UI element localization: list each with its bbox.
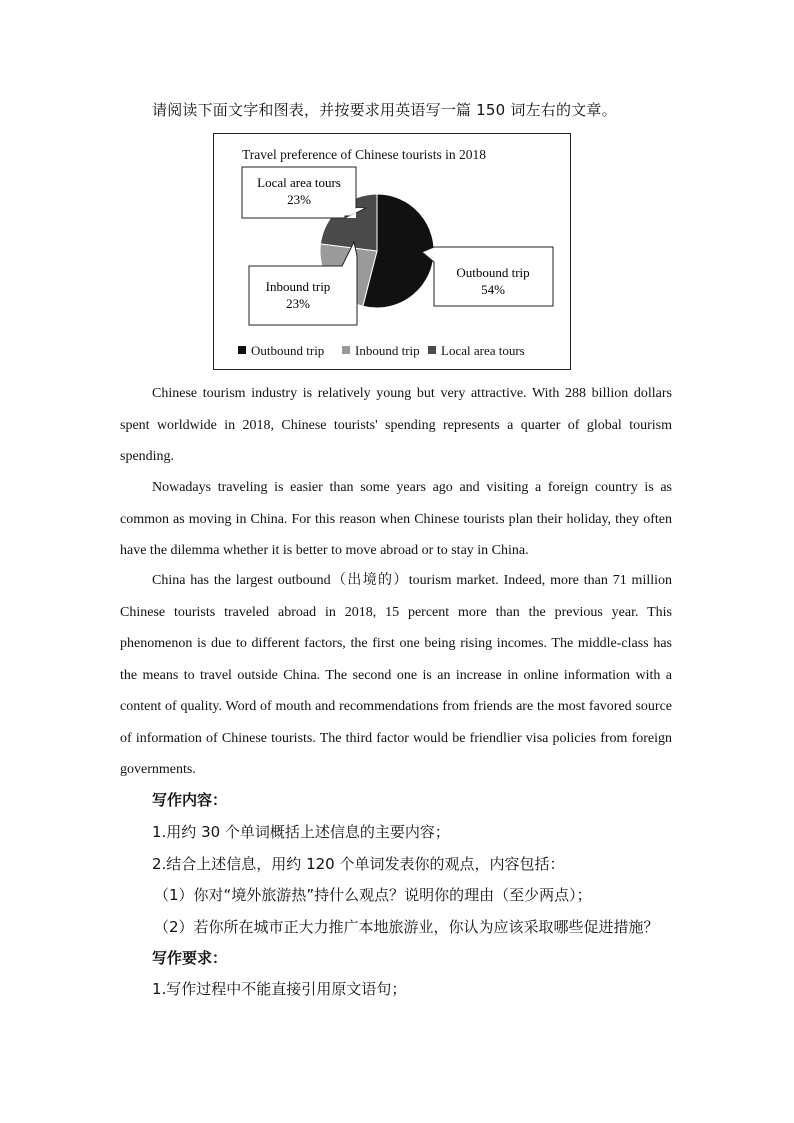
inbound-trip-label: Inbound trip	[265, 279, 331, 294]
local-area-tours-label: Local area tours	[257, 175, 341, 190]
writing-content-sub-1: （1）你对“境外旅游热”持什么观点？说明你的理由（至少两点）；	[154, 886, 592, 904]
writing-content-item-2: 2.结合上述信息，用约 120 个单词发表你的观点，内容包括：	[152, 855, 565, 873]
writing-content-sub-2: （2）若你所在城市正大力推广本地旅游业，你认为应该采取哪些促进措施？	[154, 918, 659, 936]
writing-requirements-item-1: 1.写作过程中不能直接引用原文语句；	[152, 980, 407, 998]
inbound-trip-value: 23%	[286, 296, 310, 311]
writing-content-heading: 写作内容：	[152, 791, 228, 809]
legend-label-outbound-trip: Outbound trip	[251, 343, 325, 358]
pie-chart-figure	[213, 133, 571, 370]
legend-swatch-outbound-trip	[238, 346, 246, 354]
legend-label-local-area-tours: Local area tours	[441, 343, 525, 358]
legend-swatch-inbound-trip	[342, 346, 350, 354]
paragraph-3	[120, 565, 672, 786]
instruction-text: 请阅读下面文字和图表，并按要求用英语写一篇 150 词左右的文章。	[152, 101, 617, 119]
paragraph-2	[120, 472, 672, 567]
paragraph-1	[120, 378, 672, 473]
outbound-trip-label: Outbound trip	[456, 265, 530, 280]
chart-legend	[238, 343, 525, 358]
local-area-tours-value: 23%	[287, 192, 311, 207]
legend-label-inbound-trip: Inbound trip	[355, 343, 420, 358]
paragraph-2-text: Nowadays traveling is easier than some years ago and visiting a foreign country is as common as moving in China. For this reason when Chinese tourists plan their holiday, they often have the dilemma whether it is better to move abroad or to stay in China.	[120, 480, 672, 558]
paragraph-3-text: China has the largest outbound（出境的）tourism market. Indeed, more than 71 million Chinese tourists traveled abroad in 2018, 15 percent more than the previous year. This phenomenon is due to different factors, the first one being rising incomes. The middle-class has the means to travel outside China. The second one is an increase in online information with a content of quality. Word of mouth and recommendations from friends are the most favored source of information of Chinese tourists. The third factor would be friendlier visa policies from foreign governments.	[120, 573, 672, 777]
legend-swatch-local-area-tours	[428, 346, 436, 354]
writing-content-item-1: 1.用约 30 个单词概括上述信息的主要内容；	[152, 823, 450, 841]
outbound-trip-value: 54%	[481, 282, 505, 297]
callout-local-area-tours	[242, 167, 366, 218]
paragraph-1-text: Chinese tourism industry is relatively young but very attractive. With 288 billion dollars spent worldwide in 2018, Chinese tourists' spending represents a quarter of global tourism spending.	[120, 386, 672, 464]
chart-title: Travel preference of Chinese tourists in 2018	[242, 147, 486, 162]
callout-outbound-trip	[422, 247, 553, 306]
pie-chart-svg	[214, 134, 572, 371]
writing-requirements-heading: 写作要求：	[152, 949, 228, 967]
